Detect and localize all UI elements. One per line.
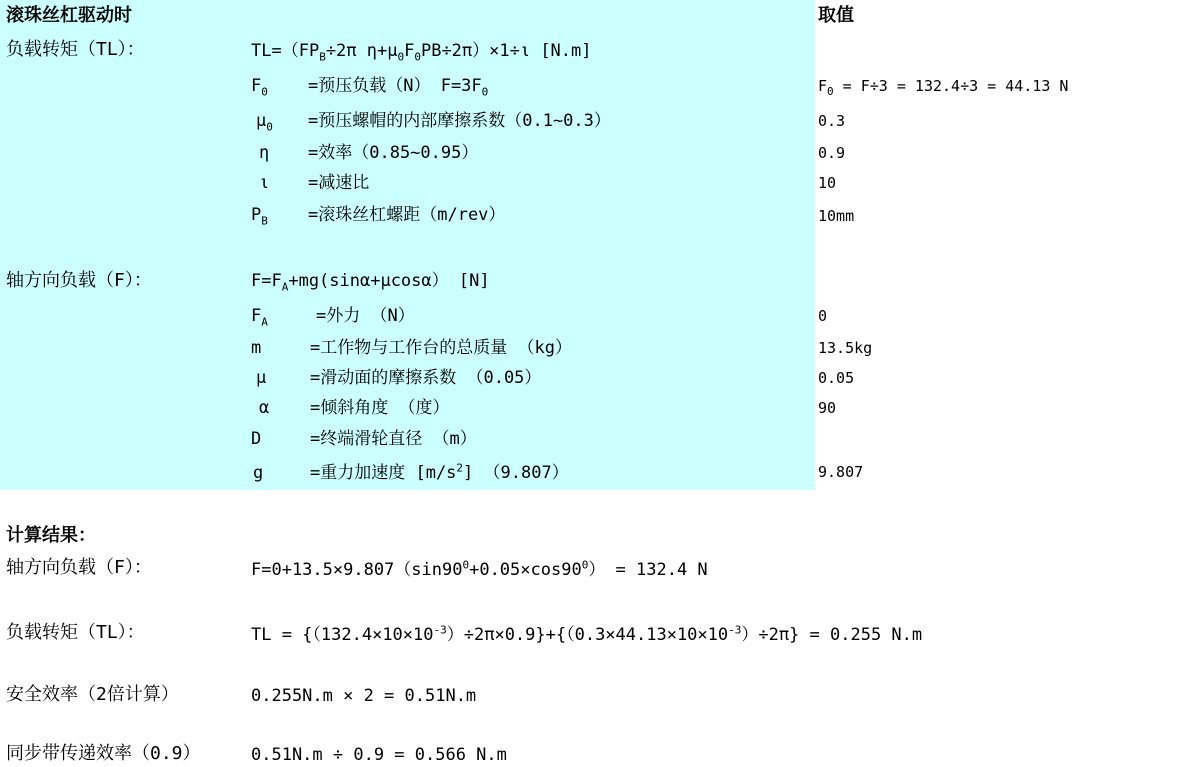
param-symbol: α — [259, 398, 270, 418]
param-value: 0.05 — [818, 369, 855, 387]
param-description: =重力加速度 $[m/s^2]$ （9.807） — [310, 461, 569, 483]
param-value: 0 — [818, 307, 828, 325]
param-symbol: $F_A$ — [251, 306, 268, 329]
param-value: 0.3 — [818, 112, 846, 130]
param-value: 9.807 — [818, 463, 864, 481]
param-value: $F_0 = F\div 3 = 132.4\div 3 = 44.13$ N — [818, 77, 1069, 98]
param-description: =外力 （N） — [316, 306, 415, 326]
param-description: =预压负载（N） $F=3F_0$ — [308, 76, 489, 99]
section-title: 滚珠丝杠驱动时 — [6, 5, 132, 26]
param-symbol: $\mu_0$ — [256, 111, 273, 134]
param-description: =滑动面的摩擦系数 （0.05） — [310, 368, 542, 388]
param-symbol: $P_B$ — [251, 205, 268, 228]
param-description: =减速比 — [308, 173, 370, 193]
results-title: 计算结果： — [6, 525, 96, 546]
param-value: 13.5kg — [818, 339, 873, 357]
param-symbol: ι — [259, 173, 270, 193]
result-formula: 0.255N.m × 2 = 0.51N.m — [251, 686, 477, 706]
result-formula: TL = $\{(132.4\times 10\times 10^{-3})\div 2\pi\times 0.9\}+\{(0.3\times 44.13\times 10\times 10^{-3})\div 2\pi\} = 0.255$ N.m — [251, 623, 923, 645]
param-value: 0.9 — [818, 144, 846, 162]
param-value: 90 — [818, 399, 837, 417]
param-value: 10 — [818, 174, 837, 192]
param-value: 10mm — [818, 207, 855, 225]
param-symbol: m — [251, 338, 262, 358]
result-formula: $F=0+13.5\times 9.807(\sin 90^0+0.05\times\cos 90^0) = 132.4$ N — [251, 558, 708, 580]
param-description: =工作物与工作台的总质量 （kg） — [310, 338, 572, 358]
param-description: =滚珠丝杠螺距（m/rev） — [308, 205, 506, 225]
result-label: 同步带传递效率（0.9） — [6, 743, 201, 764]
param-symbol: $F_0$ — [251, 76, 268, 99]
result-label: 轴方向负载（F）： — [6, 557, 152, 578]
result-formula: 0.51N.m ÷ 0.9 = 0.566 N.m — [251, 745, 507, 765]
axial-label: 轴方向负载（F）： — [6, 270, 152, 291]
param-description: =预压螺帽的内部摩擦系数（0.1~0.3） — [308, 111, 611, 131]
param-description: =终端滑轮直径 （m） — [310, 429, 477, 449]
param-symbol: μ — [256, 368, 267, 388]
value-header: 取值 — [818, 5, 854, 26]
result-label: 负载转矩（TL）： — [6, 622, 145, 643]
param-symbol: D — [251, 429, 262, 449]
result-label: 安全效率（2倍计算） — [6, 684, 179, 705]
axial-formula: $F=F_A+mg(\sin\alpha+\mu\cos\alpha)$ [N] — [251, 271, 490, 294]
torque-label: 负载转矩（TL）： — [6, 39, 145, 60]
param-symbol: η — [259, 143, 270, 163]
torque-formula: $TL=(FP_B\div 2\pi$ $\eta+\mu_0F_0PB\div 2\pi)\times 1\div\iota$ [N.m] — [251, 41, 592, 64]
param-description: =倾斜角度 （度） — [310, 398, 450, 418]
param-symbol: g — [253, 463, 264, 483]
param-description: =效率（0.85~0.95） — [308, 143, 479, 163]
